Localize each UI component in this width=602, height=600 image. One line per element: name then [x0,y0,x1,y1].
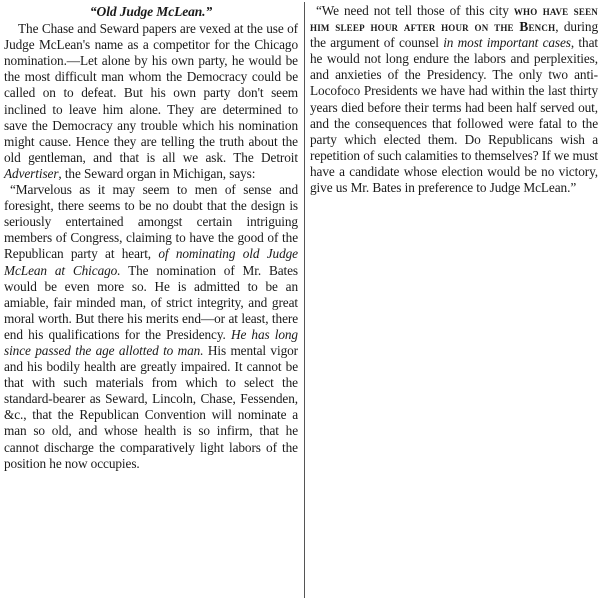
paragraph-1-text-a: The Chase and Seward papers are vexed at the use of Judge McLean's name as a competitor for the Chicago nomination.—Let alone by his own party, he would be the most difficult man whom the Democracy could be called on to defeat. But his own party don't seem inclined to leave him alone. They are determined to save the Democracy any trouble which his nomination might cause. Hence they are telling the truth about the old gentleman, and that is all we ask. The Detroit [4,21,298,165]
quote-2-text-c: , that he would not long endure the labors and perplexities, and anxieties of the Presidency. The only two anti-Locofoco Presidents we have had within the last thirty years died before their terms had been half served out, and the consequences that followed were fatal to the party which elected them. Do Republicans wish a repetition of such calamities to themselves? If we must have a candidate whose election would be no victory, give us Mr. Bates in preference to Judge McLean.” [310,35,598,196]
quote-2-text-b: , during the argument of counsel [310,19,598,51]
quote-1-text-b: The nomination of Mr. Bates would be even more so. He is admitted to be an amiable, fair minded man, of strict integrity, and great moral worth. But there his merits end—or at least, there end his qualifications for the Presidency. [4,262,298,342]
left-column [4,4,298,472]
paragraph-1-text-b: , the Seward organ in Michigan, says: [58,165,256,181]
quote-2-text-a: “We need not tell those of this city [316,3,514,18]
paragraph-1-newspaper-name: Advertiser [4,165,59,181]
article-headline: “Old Judge McLean.” [89,4,213,19]
quote-2-emphasis: in most important cases [443,35,571,51]
quote-1-emphasis-b: He has long since passed the age allotted to man. [4,326,298,358]
right-column [310,3,598,196]
quoted-passage-2 [310,3,598,196]
article-paragraph-1 [4,21,298,182]
quote-1-text-c: His mental vigor and his bodily health are greatly impaired. It cannot be that with such materials from which to select the standard-bearer as Seward, Lincoln, Chase, Fessenden, &c., that the Republican Convention will nominate a man so old, and whose health is so infirm, that he cannot discharge the comparatively light labors of the position he now occupies. [4,342,298,471]
quote-1-text-a: “Marvelous as it may seem to men of sense and foresight, there seems to be no doubt that the design is seriously entertained amongst certain intriguing members of Congress, claiming to have the good of the Republican party at heart, [4,182,298,262]
column-divider [304,2,305,598]
quoted-passage-1 [4,182,298,472]
quote-1-emphasis-a: of nominating old Judge McLean at Chicago. [4,246,298,278]
quote-2-small-caps: who have seen him sleep hour after hour on the Bench [310,3,598,35]
